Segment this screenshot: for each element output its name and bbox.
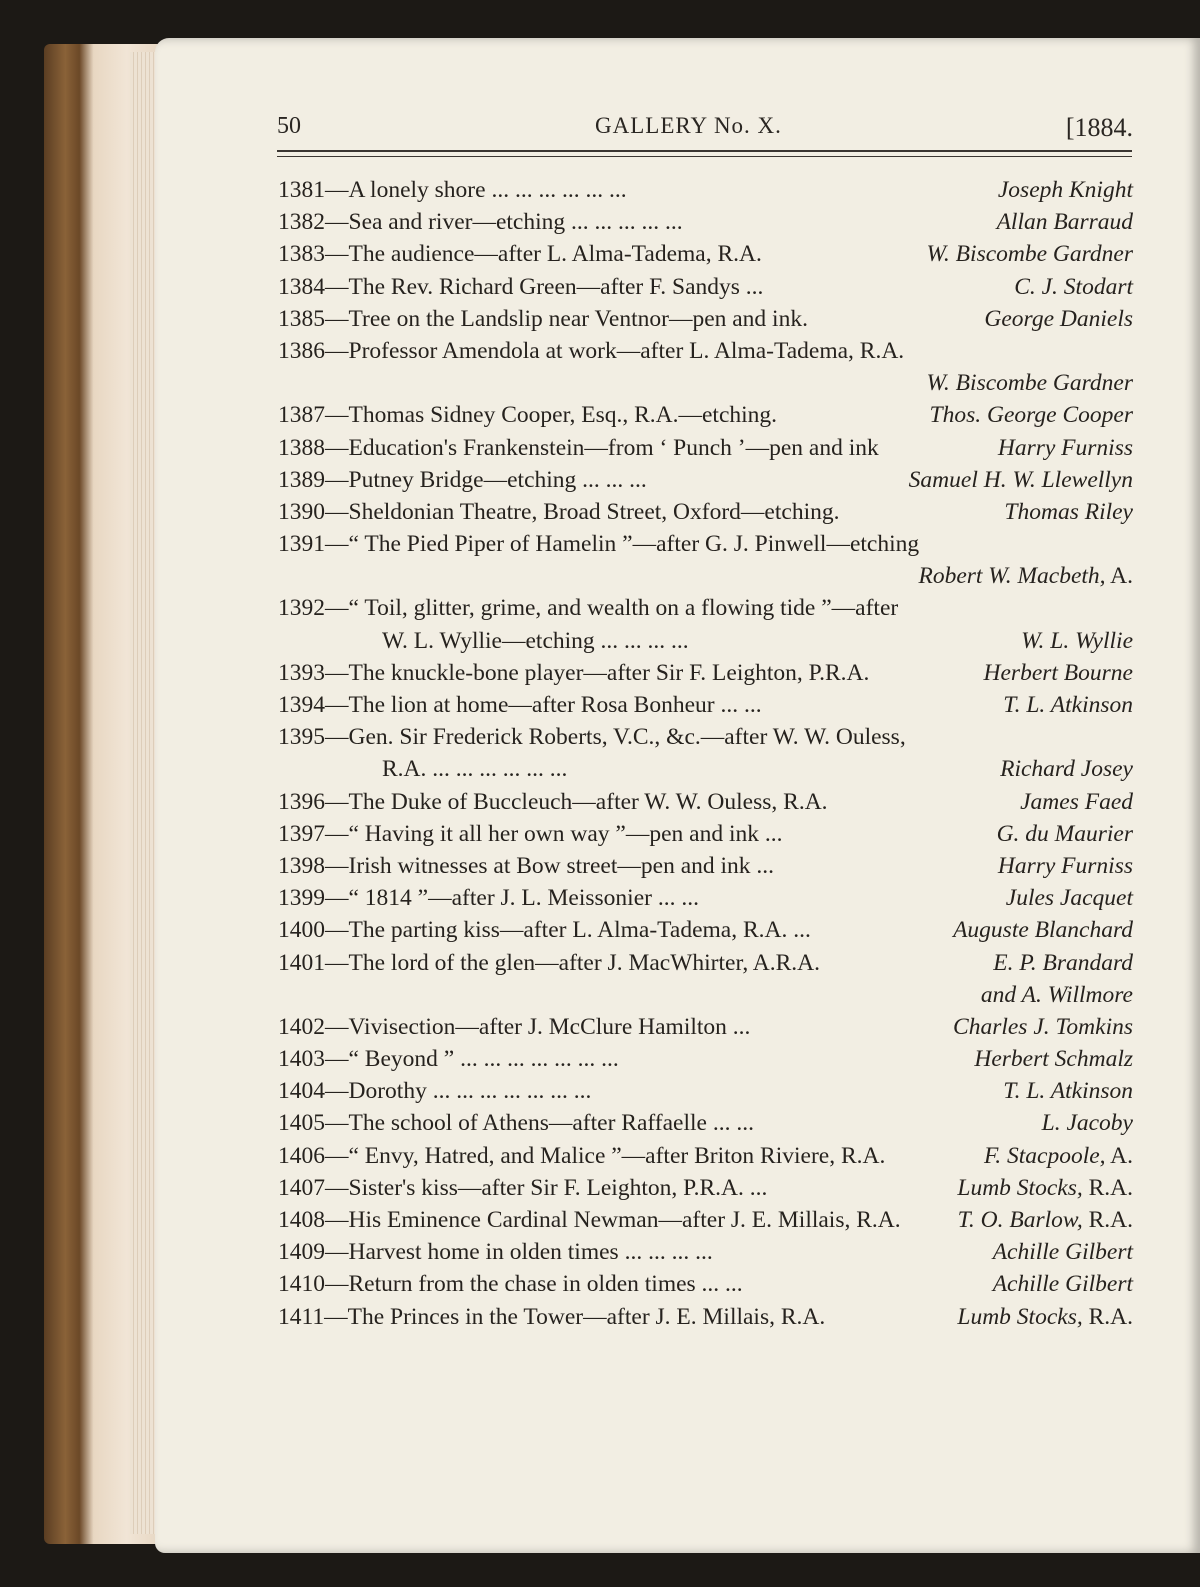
- artist-text: E. P. Brandard: [993, 949, 1133, 976]
- entry-title: 1398—Irish witnesses at Bow street—pen and ink ...: [278, 852, 775, 879]
- artist-name: [1006, 882, 1133, 914]
- artist-suffix: A.: [1105, 1142, 1133, 1169]
- header-rule-thin: [277, 156, 1132, 157]
- entry-title: 1390—Sheldonian Theatre, Broad Street, Oxford—etching.: [278, 498, 840, 525]
- entry-title: 1397—“ Having it all her own way ”—pen and ink ...: [278, 820, 783, 847]
- artist-name: [909, 464, 1133, 496]
- artist-name-cont: and A. Willmore: [980, 981, 1133, 1008]
- artist-name: [1004, 496, 1133, 528]
- entry-line: [278, 721, 1133, 753]
- artist-text: Harry Furniss: [997, 434, 1133, 461]
- artist-name: [997, 206, 1133, 238]
- entry-line: [278, 1043, 1133, 1075]
- entry-title: 1401—The lord of the glen—after J. MacWhirter, A.R.A.: [278, 949, 821, 976]
- entry-line: [278, 657, 1133, 689]
- entry-continuation-line: [278, 753, 1133, 785]
- entry-title: 1400—The parting kiss—after L. Alma-Tadema, R.A. ...: [278, 917, 811, 944]
- artist-name: [997, 818, 1133, 850]
- artist-name: [974, 1043, 1133, 1075]
- gallery-title: GALLERY No. X.: [595, 113, 782, 138]
- entry-title: 1411—The Princes in the Tower—after J. E. Millais, R.A.: [278, 1303, 826, 1330]
- entry-line: [278, 174, 1133, 206]
- entry-line: [278, 1011, 1133, 1043]
- artist-text: Lumb Stocks,: [957, 1174, 1083, 1201]
- entry-artist-line: [278, 367, 1133, 399]
- entry-line: [278, 592, 1133, 624]
- entry-line: [278, 947, 1133, 979]
- page-number: 50: [277, 113, 301, 139]
- artist-name: [958, 1204, 1133, 1236]
- entry-title: 1396—The Duke of Buccleuch—after W. W. Ouless, R.A.: [278, 788, 828, 815]
- artist-name: [1003, 689, 1133, 721]
- artist-text: T. L. Atkinson: [1003, 692, 1133, 718]
- entry-line: [278, 1268, 1133, 1300]
- artist-name: [998, 432, 1133, 464]
- entry-title: 1399—“ 1814 ”—after J. L. Meissonier ... ...: [278, 885, 699, 912]
- entry-title: 1387—Thomas Sidney Cooper, Esq., R.A.—etching.: [278, 402, 778, 429]
- entry-line: [278, 1107, 1133, 1139]
- artist-name: [984, 303, 1133, 335]
- artist-text: F. Stacpoole,: [983, 1142, 1106, 1169]
- artist-name: [1014, 271, 1133, 303]
- artist-text: Allan Barraud: [996, 209, 1133, 236]
- artist-text: W. L. Wyllie: [1021, 627, 1133, 654]
- artist-text: T. O. Barlow,: [957, 1207, 1083, 1233]
- entry-line: [278, 528, 1133, 560]
- entry-line: [278, 689, 1133, 721]
- entry-title: 1407—Sister's kiss—after Sir F. Leighton, P.R.A. ...: [278, 1174, 768, 1201]
- artist-text: Auguste Blanchard: [953, 917, 1133, 944]
- entry-title: 1403—“ Beyond ” ... ... ... ... ... ... ...: [278, 1046, 619, 1073]
- entry-line: [278, 1204, 1133, 1236]
- entry-line: [278, 850, 1133, 882]
- entry-title: 1406—“ Envy, Hatred, and Malice ”—after Briton Riviere, R.A.: [278, 1142, 886, 1169]
- entry-title: 1384—The Rev. Richard Green—after F. Sandys ...: [278, 273, 764, 300]
- entry-line: [278, 818, 1133, 850]
- entry-line: [278, 335, 1133, 367]
- entry-line: [278, 1075, 1133, 1107]
- artist-text: Herbert Schmalz: [974, 1046, 1133, 1073]
- artist-name: [927, 238, 1133, 270]
- artist-suffix: R.A.: [1082, 1303, 1133, 1330]
- entry-line: [278, 271, 1133, 303]
- artist-name: [1020, 786, 1133, 818]
- entry-title: 1391—“ The Pied Piper of Hamelin ”—after G. J. Pinwell—etching: [278, 531, 920, 558]
- entry-title: 1383—The audience—after L. Alma-Tadema, R.A.: [278, 241, 762, 268]
- entry-title: 1410—Return from the chase in olden times ... ...: [278, 1271, 743, 1298]
- entry-line: [278, 1172, 1133, 1204]
- entry-title: 1382—Sea and river—etching ... ... ... ... ...: [278, 209, 683, 236]
- entry-line: [278, 399, 1133, 431]
- entry-line: [278, 786, 1133, 818]
- entry-title: 1386—Professor Amendola at work—after L. Alma-Tadema, R.A.: [278, 337, 905, 364]
- artist-suffix: R.A.: [1082, 1174, 1133, 1201]
- artist-name: [993, 1268, 1133, 1300]
- artist-text: George Daniels: [984, 305, 1133, 332]
- entry-title: 1392—“ Toil, glitter, grime, and wealth on a flowing tide ”—after: [278, 595, 899, 622]
- entry-title: 1381—A lonely shore ... ... ... ... ... ...: [278, 177, 627, 203]
- artist-name: [1042, 1107, 1133, 1139]
- entry-line: [278, 496, 1133, 528]
- entry-line: [278, 464, 1133, 496]
- artist-name: [953, 1011, 1133, 1043]
- artist-name: [927, 367, 1133, 399]
- artist-text: Samuel H. W. Llewellyn: [908, 466, 1133, 493]
- artist-text: Jules Jacquet: [1005, 885, 1133, 912]
- artist-suffix: R.A.: [1082, 1207, 1133, 1233]
- artist-text: James Faed: [1020, 788, 1133, 815]
- entry-title: 1404—Dorothy ... ... ... ... ... ... ...: [278, 1078, 592, 1105]
- artist-name: [993, 947, 1133, 979]
- catalogue-entries: [278, 174, 1133, 1333]
- entry-line: [278, 1140, 1133, 1172]
- artist-text: W. Biscombe Gardner: [926, 241, 1133, 268]
- year-label: [1884.: [1065, 113, 1133, 142]
- artist-text: Achille Gilbert: [992, 1271, 1133, 1298]
- artist-text: C. J. Stodart: [1014, 273, 1133, 300]
- artist-name: [998, 174, 1133, 206]
- entry-title: 1395—Gen. Sir Frederick Roberts, V.C., &c.—after W. W. Ouless,: [278, 724, 906, 751]
- artist-name: [918, 560, 1133, 592]
- artist-name: [984, 657, 1133, 689]
- artist-name: [957, 1172, 1133, 1204]
- entry-artist-line: [278, 979, 1133, 1011]
- artist-name: [953, 914, 1133, 946]
- entry-line: [278, 882, 1133, 914]
- entry-title: 1405—The school of Athens—after Raffaelle ... ...: [278, 1110, 754, 1137]
- entry-continuation: W. L. Wyllie—etching ... ... ... ...: [382, 627, 689, 654]
- entry-title: 1389—Putney Bridge—etching ... ... ...: [278, 466, 647, 493]
- entry-line: [278, 914, 1133, 946]
- artist-text: W. Biscombe Gardner: [926, 370, 1133, 397]
- entry-title: 1409—Harvest home in olden times ... ... ... ...: [278, 1239, 713, 1266]
- entry-title: 1388—Education's Frankenstein—from ‘ Punch ’—pen and ink: [278, 434, 879, 461]
- artist-text: T. L. Atkinson: [1003, 1078, 1133, 1105]
- artist-text: L. Jacoby: [1041, 1110, 1133, 1137]
- artist-text: Robert W. Macbeth,: [918, 563, 1106, 590]
- artist-text: Harry Furniss: [997, 852, 1133, 879]
- running-header: [277, 113, 1133, 153]
- artist-name: [984, 1140, 1133, 1172]
- artist-text: Joseph Knight: [997, 177, 1133, 203]
- artist-text: Thos. George Cooper: [929, 402, 1133, 429]
- entry-continuation: R.A. ... ... ... ... ... ...: [382, 756, 568, 783]
- entry-title: 1393—The knuckle-bone player—after Sir F. Leighton, P.R.A.: [278, 659, 870, 686]
- header-rule-thick: [277, 150, 1132, 152]
- artist-name: [993, 1236, 1133, 1268]
- entry-line: [278, 1301, 1133, 1333]
- artist-name: [1000, 753, 1133, 785]
- artist-text: Charles J. Tomkins: [953, 1013, 1133, 1040]
- artist-name: [1021, 625, 1133, 657]
- entry-title: 1402—Vivisection—after J. McClure Hamilton ...: [278, 1013, 751, 1040]
- entry-title: 1385—Tree on the Landslip near Ventnor—pen and ink.: [278, 305, 808, 332]
- artist-text: Thomas Riley: [1004, 498, 1133, 525]
- entry-continuation-line: [278, 625, 1133, 657]
- entry-title: 1394—The lion at home—after Rosa Bonheur ... ...: [278, 692, 762, 718]
- artist-text: Lumb Stocks,: [957, 1303, 1083, 1330]
- artist-text: Herbert Bourne: [983, 659, 1133, 686]
- entry-line: [278, 432, 1133, 464]
- artist-name: [1003, 1075, 1133, 1107]
- artist-name: [957, 1301, 1133, 1333]
- artist-text: G. du Maurier: [996, 820, 1133, 847]
- entry-line: [278, 303, 1133, 335]
- artist-name: [998, 850, 1133, 882]
- entry-line: [278, 238, 1133, 270]
- artist-name: [930, 399, 1133, 431]
- entry-title: 1408—His Eminence Cardinal Newman—after J. E. Millais, R.A.: [278, 1207, 901, 1233]
- artist-suffix: A.: [1105, 563, 1133, 590]
- artist-text: Richard Josey: [1000, 756, 1133, 783]
- entry-line: [278, 206, 1133, 238]
- entry-artist-line: [278, 560, 1133, 592]
- entry-line: [278, 1236, 1133, 1268]
- artist-text: Achille Gilbert: [992, 1239, 1133, 1266]
